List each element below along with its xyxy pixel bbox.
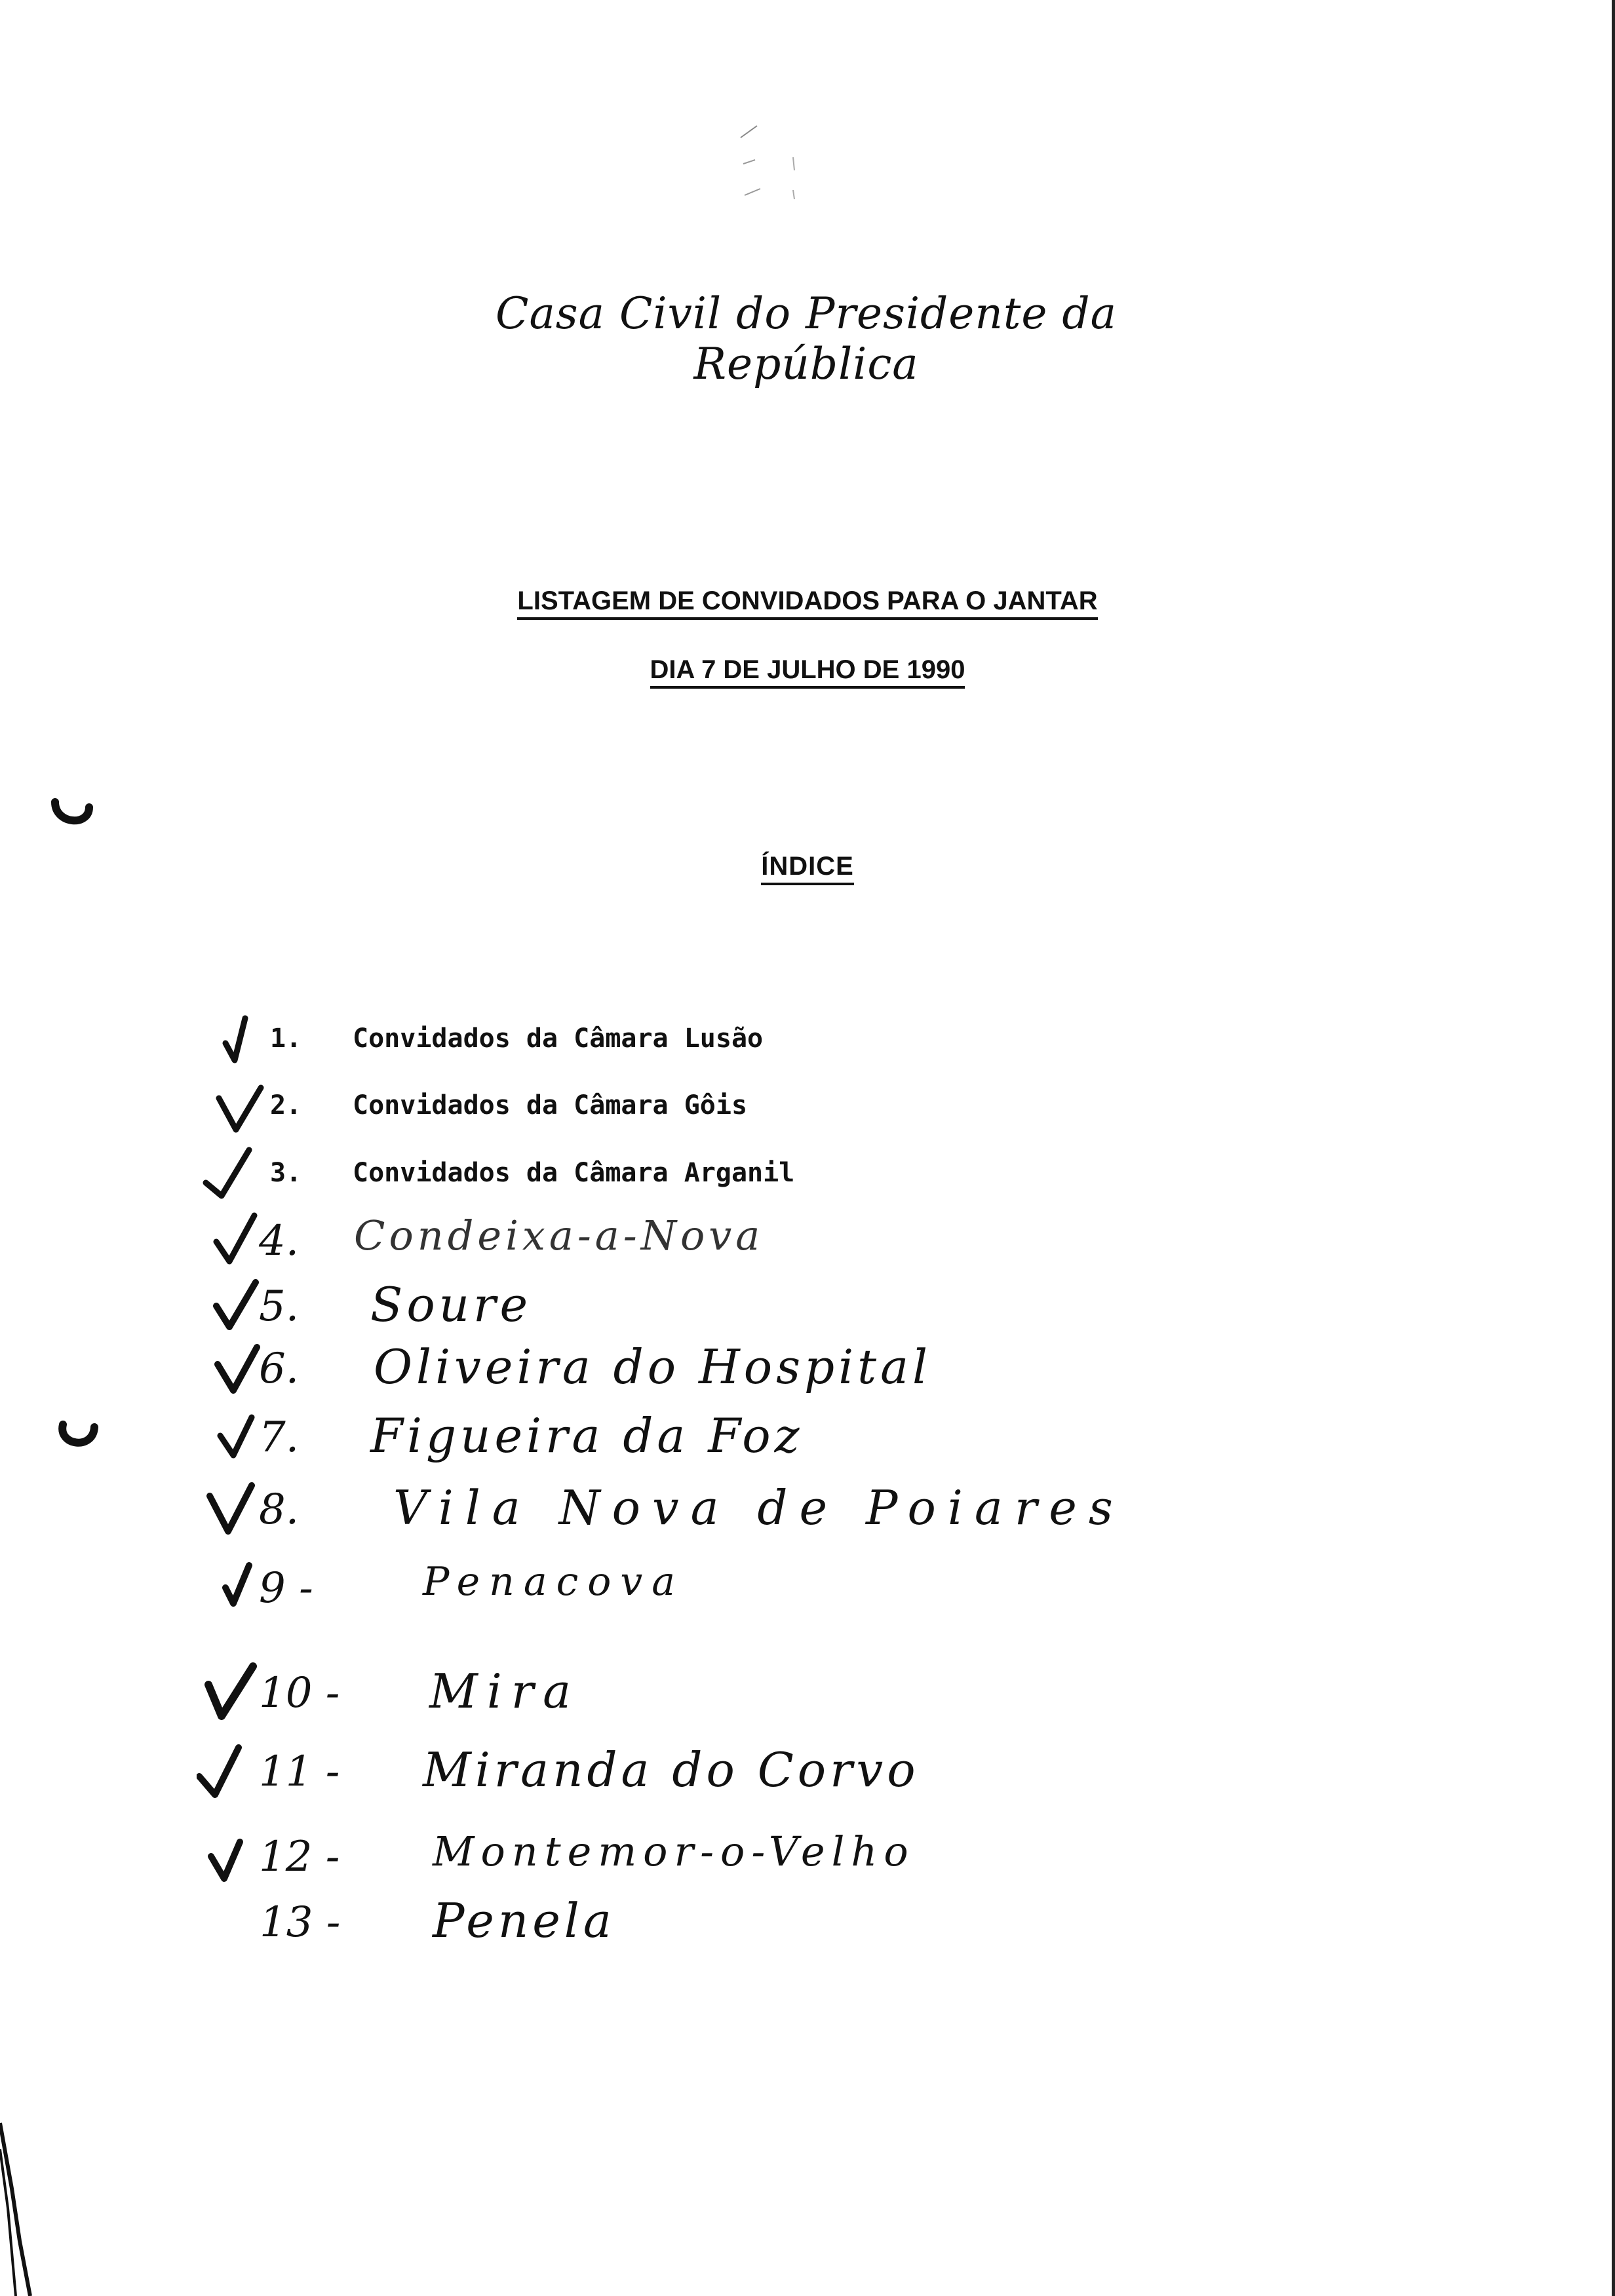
item-label: Vila Nova de Poiares [393, 1480, 1125, 1535]
checkmark-icon [197, 1143, 269, 1202]
item-label: Convidados da Câmara Arganil [353, 1158, 795, 1188]
item-label: Convidados da Câmara Lusão [353, 1024, 764, 1054]
index-heading [0, 852, 1615, 885]
item-label: Soure [370, 1277, 532, 1332]
item-label: Mira [429, 1664, 581, 1719]
item-number: 5. [259, 1282, 300, 1331]
document-date [0, 655, 1615, 689]
item-number: 6. [259, 1345, 300, 1393]
item-number: 3. [270, 1158, 302, 1188]
item-number: 10 - [259, 1669, 340, 1717]
item-label: Penela [433, 1893, 615, 1948]
item-label: Montemor-o-Velho [433, 1827, 915, 1875]
checkmark-icon [197, 1337, 269, 1396]
checkmark-icon [197, 1661, 269, 1720]
item-number: 1. [270, 1024, 302, 1054]
item-label: Oliveira do Hospital [374, 1339, 932, 1394]
item-label: Condeixa-a-Nova [354, 1212, 764, 1259]
item-number: 12 - [259, 1833, 340, 1881]
item-number: 2. [270, 1090, 302, 1120]
checkmark-icon [197, 1076, 269, 1135]
document-title [0, 586, 1615, 620]
item-number: 11 - [259, 1748, 340, 1796]
item-number: 4. [259, 1217, 300, 1265]
checkmark-icon [197, 1274, 269, 1333]
punch-hole-mark [56, 1421, 98, 1449]
checkmark-icon [197, 1825, 269, 1884]
checkmark-icon [197, 1209, 269, 1268]
title-line-1: LISTAGEM DE CONVIDADOS PARA O JANTAR [517, 586, 1097, 620]
checkmark-icon [197, 1478, 269, 1537]
letterhead: Casa Civil do Presidente da República [495, 288, 1118, 389]
checkmark-icon [197, 1556, 269, 1615]
item-label: Figueira da Foz [370, 1408, 804, 1463]
faint-scribble [721, 118, 813, 223]
checkmark-icon [197, 1406, 269, 1464]
item-number: 8. [259, 1485, 300, 1534]
title-line-2: DIA 7 DE JULHO DE 1990 [650, 655, 965, 689]
scan-edge-right [1612, 0, 1615, 2296]
item-label: Miranda do Corvo [423, 1742, 920, 1797]
punch-hole-mark [51, 798, 93, 827]
item-number: 13 - [260, 1898, 341, 1947]
item-label: Convidados da Câmara Gôis [353, 1090, 748, 1120]
checkmark-icon [197, 1740, 269, 1799]
item-number: 9 - [259, 1564, 313, 1613]
scan-edge-left [0, 2110, 72, 2296]
index-heading-text: ÍNDICE [761, 852, 854, 885]
checkmark-icon [197, 1009, 269, 1068]
item-number: 7. [259, 1413, 300, 1462]
item-label: Penacova [423, 1559, 684, 1605]
